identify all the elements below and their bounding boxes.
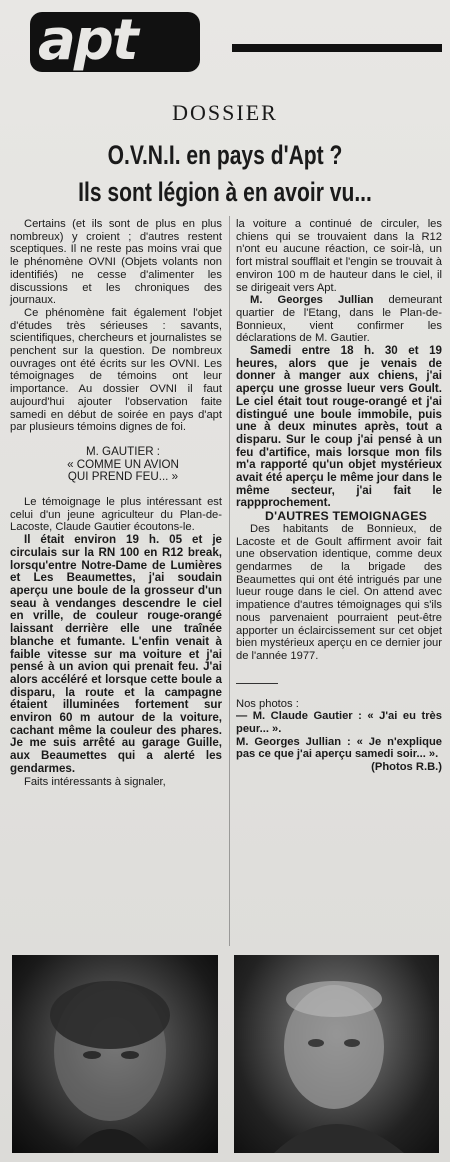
section-label: DOSSIER [172, 100, 278, 125]
paragraph-text: demeurant quartier de l'Etang, dans le Plan-de-Bonnieux, vient confirmer les déclarations de M. Gautier. [236, 294, 442, 345]
paragraph: Des habitants de Bonnieux, de Lacoste et de Goult affirment avoir fait une observation identique, comme deux gendarmes de la brigade des Beaumettes qui ont été intrigués par une lueur rouge dans le ciel. On attend avec impatience d'autres témoignages qui s'ils nous parvenaient pourraient peut-être apporter un éclaircissement sur cet objet bien mystérieux aperçu en ce dernier jour de l'année 1977. [236, 522, 442, 662]
paragraph: Ce phénomène fait également l'objet d'études très sérieuses : savants, scientifiques, chercheurs et journalistes se penchent sur la question. De nombreux ouvrages ont été écrits sur les OVNI. Les témoignages de témoins ont leur importance. Au dossier OVNI il faut aujourd'hui ajouter l'observation faite samedi en début de soirée en pays d'apt par plusieurs témoins dignes de foi. [10, 306, 222, 434]
portrait-photo-claude-gautier [12, 955, 218, 1153]
paragraph: Faits intéressants à signaler, [24, 775, 166, 788]
paragraph-jullian [236, 294, 442, 345]
masthead [0, 0, 450, 80]
headline-line-2: Ils sont légion à en avoir vu... [78, 177, 372, 207]
short-divider [236, 683, 278, 684]
photo-credit: (Photos R.B.) [371, 761, 442, 774]
subhead-temoignages: D'AUTRES TEMOIGNAGES [264, 509, 427, 524]
portrait-photo-georges-jullian [234, 955, 439, 1153]
paragraph: Certains (et ils sont de plus en plus nombreux) y croient ; d'autres restent sceptiques. Il ne reste pas moins vrai que le phénomène OVNI (Objets volants non identifiés) ne cesse d'alimenter les discussions et les chroniques des journaux. [10, 218, 222, 307]
testimony-gautier: Il était environ 19 h. 05 et je circulais sur la RN 100 en R12 break, lorsqu'entre Notre-Dame de Lumières et Les Beaumettes, j'ai soudain aperçu une boule de la grosseur d'un seau à vendanges descendre le ciel en vrille, de couleur rouge-orangé laissant derrière elle une traînée blanche et fumante. L'enfin venait à faible vitesse sur ma voiture et j'ai pensé à un avion qui prenait feu. J'ai alors accéléré et lorsque cette boule a disparu, la route et la campagne étaient illuminées fortement sur environ 60 m autour de la voiture, cachant même la couleur des phares. Je me suis arrêté au garage Guille, aux Beaumettes qui a alerté les gendarmes. [10, 533, 222, 775]
caption-2-name: M. Georges Jullian : [236, 735, 351, 748]
caption-2 [236, 736, 442, 761]
left-column [10, 218, 222, 788]
subhead-name: M. GAUTIER : [85, 444, 161, 458]
subhead-quote-line-1: « COMME UN AVION [67, 457, 179, 471]
headline-line-1: O.V.N.I. en pays d'Apt ? [107, 140, 343, 170]
photo-captions [236, 698, 442, 774]
column-divider [229, 216, 230, 946]
caption-1 [236, 710, 442, 735]
caption-2-quote: « Je n'explique pas ce que j'ai aperçu samedi soir... ». [236, 735, 442, 761]
paragraph: Le témoignage le plus intéressant est celui d'un jeune agriculteur du Plan-de-Lacoste, Claude Gautier écoutons-le. [10, 496, 222, 534]
masthead-logo [30, 8, 200, 73]
portrait-photo-left [12, 955, 218, 1153]
caption-1-name: — M. Claude Gautier : [236, 710, 362, 723]
paragraph: la voiture a continué de circuler, les chiens qui se trouvaient dans la R12 n'ont eu aucune réaction, ce soir-là, un fort mistral soufflait et l'engin se trouvait à environ 100 m de hauteur dans le ciel, il se dirigeait vers Apt. [236, 218, 442, 294]
masthead-label: apt [38, 8, 137, 73]
testimony-jullian: Samedi entre 18 h. 30 et 19 heures, alors que je venais de donner à manger aux chiens, j'ai aperçu une grosse lueur vers Goult. Le ciel était tout rouge-orangé et j'ai distingué une boule immobile, puis une à deux minutes après, tout a disparu. Sur le coup j'ai pensé à un feu d'artifice, mais lorsque mon fils m'a rapporté qu'un objet mystérieux avait été aperçu le même jour dans le même secteur, j'ai fait le rappprochement. [236, 344, 442, 510]
caption-1-quote: « J'ai eu très peur... ». [236, 710, 442, 736]
right-column [236, 218, 442, 774]
subhead-quote-line-2: QUI PREND FEU... » [67, 470, 179, 484]
captions-intro: Nos photos : [236, 697, 299, 710]
portrait-photo-right [234, 955, 439, 1153]
person-name: M. Georges Jullian [250, 294, 374, 307]
masthead-rule [232, 44, 442, 52]
